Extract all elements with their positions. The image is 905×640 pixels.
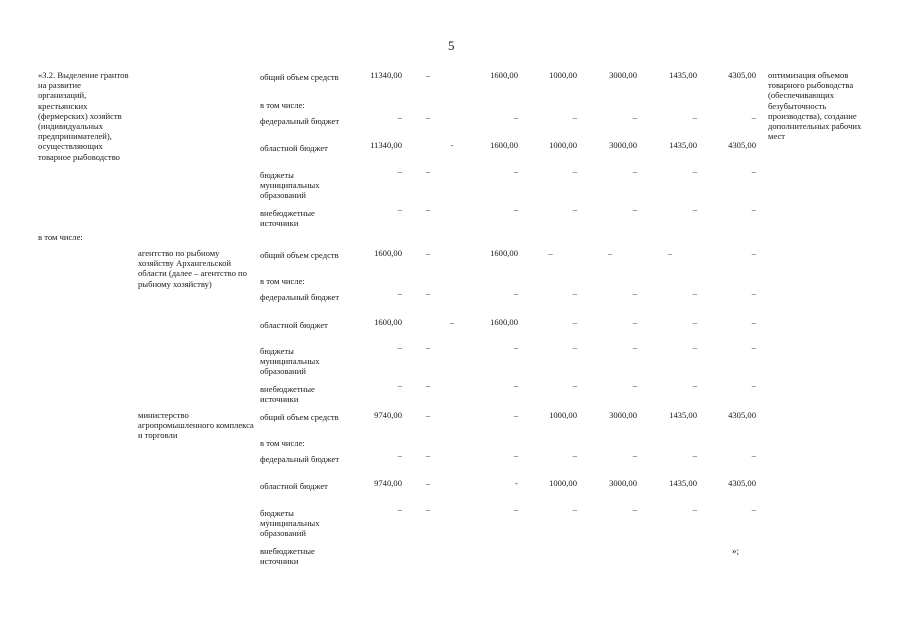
value-year2: 1600,00: [490, 70, 518, 80]
value-year2: –: [513, 380, 518, 390]
row-label: в том числе:: [260, 438, 305, 448]
value-year1: -: [450, 140, 454, 150]
value-year2: –: [513, 342, 518, 352]
row-label: бюджеты муниципальных образований: [260, 346, 320, 377]
value-total: –: [397, 342, 402, 352]
value-total: –: [397, 204, 402, 214]
value-year2: 1600,00: [490, 140, 518, 150]
value-year3: 1000,00: [549, 70, 577, 80]
value-total: 11340,00: [370, 140, 402, 150]
value-year1: –: [425, 504, 431, 514]
value-year3: –: [572, 342, 577, 352]
value-year5: –: [692, 342, 697, 352]
value-year6: –: [751, 450, 756, 460]
value-year2: –: [513, 504, 518, 514]
value-total: 9740,00: [374, 410, 402, 420]
value-year5: –: [692, 166, 697, 176]
value-year4: –: [632, 317, 637, 327]
value-year3: –: [572, 317, 577, 327]
value-year3: –: [572, 288, 577, 298]
value-year4: –: [632, 204, 637, 214]
closing-mark: »;: [732, 546, 740, 556]
row-label: общий объем средств: [260, 72, 339, 82]
value-total: –: [397, 166, 402, 176]
value-year3: 1000,00: [549, 140, 577, 150]
value-year5: 1435,00: [669, 70, 697, 80]
value-year5: –: [692, 380, 697, 390]
value-total: –: [397, 288, 402, 298]
value-year5: –: [667, 248, 673, 258]
row-label: в том числе:: [260, 276, 305, 286]
row-label: областной бюджет: [260, 143, 328, 153]
row-label: федеральный бюджет: [260, 454, 340, 464]
value-year4: –: [632, 450, 637, 460]
value-year3: –: [572, 204, 577, 214]
value-year5: –: [692, 504, 697, 514]
value-year4: 3000,00: [609, 70, 637, 80]
value-year5: –: [692, 288, 697, 298]
value-year2: 1600,00: [490, 248, 518, 258]
value-year1: –: [425, 204, 431, 214]
row-label: областной бюджет: [260, 320, 328, 330]
value-year6: 4305,00: [728, 410, 756, 420]
row-label: общий объем средств: [260, 412, 339, 422]
row-label: областной бюджет: [260, 481, 328, 491]
expected-result: оптимизация объемов товарного рыбоводства (обеспечивающих безубыточность производства), создание дополнительных рабочих мест: [768, 70, 862, 142]
value-year1: –: [425, 342, 431, 352]
value-year5: –: [692, 204, 697, 214]
value-year5: –: [692, 450, 697, 460]
value-year1: –: [425, 478, 431, 488]
value-total: –: [397, 450, 402, 460]
value-year3: –: [572, 166, 577, 176]
value-year6: –: [751, 380, 756, 390]
value-year3: –: [572, 504, 577, 514]
value-total: –: [397, 112, 402, 122]
value-total: 1600,00: [374, 317, 402, 327]
value-year4: –: [632, 504, 637, 514]
value-total: 9740,00: [374, 478, 402, 488]
value-year2: –: [513, 450, 518, 460]
value-year3: –: [572, 380, 577, 390]
value-year2: –: [513, 204, 518, 214]
value-year5: 1435,00: [669, 140, 697, 150]
value-year1: –: [425, 450, 431, 460]
executor-name: министерство агропромышленного комплекса и торговли: [138, 410, 254, 441]
including-label: в том числе:: [38, 232, 83, 242]
value-year2: –: [513, 166, 518, 176]
executor-name: агентство по рыбному хозяйству Архангельской области (далее – агентство по рыбному хозяйству): [138, 248, 247, 289]
value-year5: 1435,00: [669, 478, 697, 488]
value-year4: –: [632, 166, 637, 176]
value-total: 1600,00: [374, 248, 402, 258]
value-year3: –: [548, 248, 553, 258]
activity-title: «3.2. Выделение грантов на развитие организаций, крестьянских (фермерских) хозяйств (индивидуальных предпринимателей), осуществляющих товарное рыбоводство: [38, 70, 129, 162]
value-year4: 3000,00: [609, 140, 637, 150]
value-year1: –: [425, 380, 431, 390]
value-year4: –: [632, 288, 637, 298]
value-year6: –: [751, 204, 756, 214]
value-year6: –: [751, 342, 756, 352]
value-year6: –: [751, 112, 756, 122]
value-year4: 3000,00: [609, 478, 637, 488]
value-year2: -: [515, 478, 518, 488]
value-year1: –: [425, 166, 431, 176]
row-label: общий объем средств: [260, 250, 339, 260]
value-year2: –: [513, 112, 518, 122]
value-year3: 1000,00: [549, 478, 577, 488]
value-year2: –: [513, 410, 518, 420]
value-year6: –: [751, 166, 756, 176]
row-label: федеральный бюджет: [260, 116, 340, 126]
value-year1: –: [425, 70, 431, 80]
row-label: внебюджетные источники: [260, 546, 315, 567]
value-year6: 4305,00: [728, 140, 756, 150]
value-year1: –: [425, 410, 431, 420]
value-year3: –: [572, 112, 577, 122]
value-year2: 1600,00: [490, 317, 518, 327]
value-year5: –: [692, 112, 697, 122]
value-year6: –: [751, 504, 756, 514]
row-label: бюджеты муниципальных образований: [260, 170, 320, 201]
value-year6: 4305,00: [728, 478, 756, 488]
value-year3: 1000,00: [549, 410, 577, 420]
page-number: 5: [448, 38, 455, 53]
value-year1: –: [425, 112, 431, 122]
value-year4: –: [607, 248, 613, 258]
value-year6: –: [751, 248, 756, 258]
row-label: федеральный бюджет: [260, 292, 340, 302]
value-year5: 1435,00: [669, 410, 697, 420]
row-label: в том числе:: [260, 100, 305, 110]
value-year1: –: [425, 288, 431, 298]
value-year6: 4305,00: [728, 70, 756, 80]
value-year5: –: [692, 317, 697, 327]
value-year4: 3000,00: [609, 410, 637, 420]
value-year4: –: [632, 342, 637, 352]
value-total: 11340,00: [370, 70, 402, 80]
value-year2: –: [513, 288, 518, 298]
value-year1: –: [425, 248, 431, 258]
value-year6: –: [751, 288, 756, 298]
row-label: внебюджетные источники: [260, 384, 315, 405]
value-total: –: [397, 504, 402, 514]
row-label: бюджеты муниципальных образований: [260, 508, 320, 539]
row-label: внебюджетные источники: [260, 208, 315, 229]
value-year4: –: [632, 380, 637, 390]
value-year1: –: [449, 317, 455, 327]
value-year4: –: [632, 112, 637, 122]
value-year6: –: [751, 317, 756, 327]
value-total: –: [397, 380, 402, 390]
value-year3: –: [572, 450, 577, 460]
